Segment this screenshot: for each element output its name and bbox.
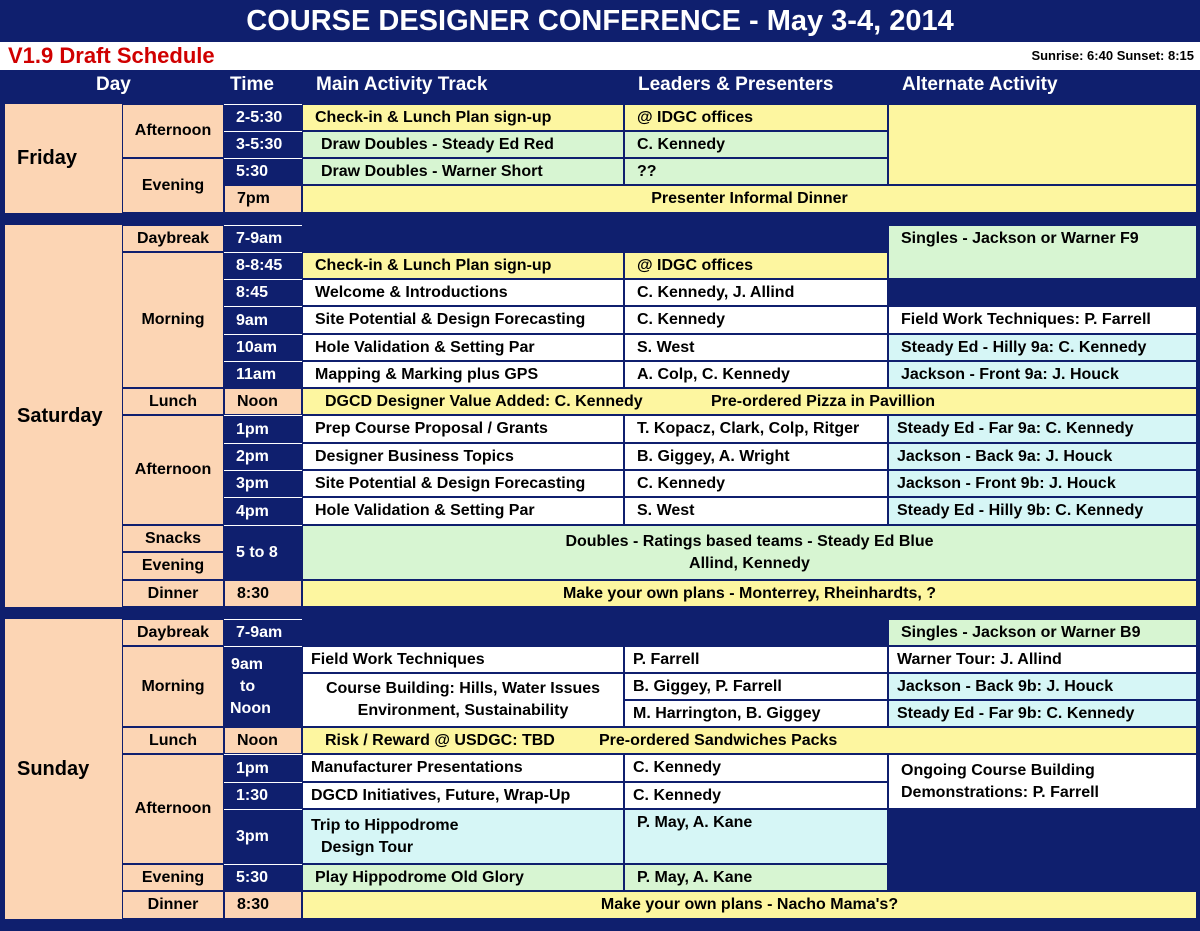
header-alternate: Alternate Activity bbox=[902, 74, 1058, 95]
alternate-cell: Jackson - Back 9a: J. Houck bbox=[888, 443, 1197, 470]
period-lunch: Lunch bbox=[122, 388, 224, 415]
draft-version-label: V1.9 Draft Schedule bbox=[8, 43, 215, 68]
activity-cell: Site Potential & Design Forecasting bbox=[302, 470, 624, 497]
time-cell: 7-9am bbox=[224, 225, 302, 252]
time-line: Noon bbox=[230, 700, 271, 717]
doubles-cell bbox=[302, 525, 1197, 580]
lunch-activity: Risk / Reward @ USDGC: TBD bbox=[325, 731, 555, 749]
activity-cell: DGCD Initiatives, Future, Wrap-Up bbox=[302, 782, 624, 809]
period-snacks: Snacks bbox=[122, 525, 224, 552]
alternate-cell: Singles - Jackson or Warner F9 bbox=[888, 225, 1197, 279]
activity-cell bbox=[302, 673, 624, 727]
header-day: Day bbox=[96, 74, 131, 95]
alternate-cell: Steady Ed - Far 9b: C. Kennedy bbox=[888, 700, 1197, 727]
leader-cell: B. Giggey, A. Wright bbox=[624, 443, 888, 470]
leader-cell: C. Kennedy bbox=[624, 306, 888, 334]
header-leaders: Leaders & Presenters bbox=[638, 74, 834, 95]
time-cell: 8-8:45 bbox=[224, 252, 302, 279]
empty-cell bbox=[624, 619, 888, 646]
activity-cell: Mapping & Marking plus GPS bbox=[302, 361, 624, 388]
day-label-sunday: Sunday bbox=[5, 619, 122, 919]
trip-line-1: Trip to Hippodrome bbox=[311, 816, 459, 834]
alternate-cell: Steady Ed - Far 9a: C. Kennedy bbox=[888, 415, 1197, 443]
alternate-cell: Steady Ed - Hilly 9a: C. Kennedy bbox=[888, 334, 1197, 361]
time-cell: 7pm bbox=[224, 185, 302, 213]
alternate-cell: Jackson - Front 9b: J. Houck bbox=[888, 470, 1197, 497]
period-lunch: Lunch bbox=[122, 727, 224, 754]
alternate-cell: Field Work Techniques: P. Farrell bbox=[888, 306, 1197, 334]
time-cell: Noon bbox=[224, 727, 302, 754]
period-evening: Evening bbox=[122, 158, 224, 213]
time-cell: 1pm bbox=[224, 415, 302, 443]
time-cell: 7-9am bbox=[224, 619, 302, 646]
activity-cell: Designer Business Topics bbox=[302, 443, 624, 470]
time-cell: 1pm bbox=[224, 754, 302, 782]
time-cell: 5 to 8 bbox=[224, 525, 302, 580]
lunch-food: Pre-ordered Pizza in Pavillion bbox=[711, 392, 936, 410]
trip-line-2: Design Tour bbox=[321, 838, 414, 856]
dinner-cell: Make your own plans - Nacho Mama's? bbox=[302, 891, 1197, 919]
period-afternoon: Afternoon bbox=[122, 415, 224, 525]
activity-cell: Draw Doubles - Steady Ed Red bbox=[302, 131, 624, 158]
time-cell: 2-5:30 bbox=[224, 104, 302, 131]
time-line: 9am bbox=[231, 656, 264, 673]
period-afternoon: Afternoon bbox=[122, 104, 224, 158]
day-separator bbox=[0, 607, 1200, 619]
leader-cell: S. West bbox=[624, 497, 888, 525]
leader-cell: A. Colp, C. Kennedy bbox=[624, 361, 888, 388]
time-cell: 11am bbox=[224, 361, 302, 388]
leader-cell: B. Giggey, P. Farrell bbox=[624, 673, 888, 700]
time-cell: 9am bbox=[224, 306, 302, 334]
leader-cell: C. Kennedy bbox=[624, 754, 888, 782]
ongoing-line-1: Ongoing Course Building bbox=[901, 761, 1095, 779]
activity-cell: Welcome & Introductions bbox=[302, 279, 624, 306]
header-main-activity: Main Activity Track bbox=[316, 74, 488, 95]
time-cell: 2pm bbox=[224, 443, 302, 470]
day-label-saturday: Saturday bbox=[5, 225, 122, 607]
period-dinner: Dinner bbox=[122, 891, 224, 919]
empty-cell bbox=[302, 619, 624, 646]
lunch-food: Pre-ordered Sandwiches Packs bbox=[599, 731, 838, 749]
time-cell: 8:45 bbox=[224, 279, 302, 306]
leader-cell: P. May, A. Kane bbox=[624, 864, 888, 891]
empty-cell bbox=[302, 225, 624, 252]
period-morning: Morning bbox=[122, 252, 224, 388]
lunch-cell bbox=[302, 727, 1197, 754]
leader-cell: @ IDGC offices bbox=[624, 252, 888, 279]
day-label-friday: Friday bbox=[5, 104, 122, 213]
empty-cell bbox=[888, 809, 1197, 891]
leader-cell: M. Harrington, B. Giggey bbox=[624, 700, 888, 727]
activity-cell: Hole Validation & Setting Par bbox=[302, 497, 624, 525]
leader-cell: C. Kennedy bbox=[624, 470, 888, 497]
doubles-line-2: Allind, Kennedy bbox=[689, 554, 810, 572]
activity-cell: Site Potential & Design Forecasting bbox=[302, 306, 624, 334]
leader-cell: S. West bbox=[624, 334, 888, 361]
empty-cell bbox=[888, 279, 1197, 306]
activity-cell bbox=[302, 809, 624, 864]
activity-cell: Hole Validation & Setting Par bbox=[302, 334, 624, 361]
course-building-line-1: Course Building: Hills, Water Issues bbox=[325, 680, 601, 697]
time-cell: 4pm bbox=[224, 497, 302, 525]
lunch-activity: DGCD Designer Value Added: C. Kennedy bbox=[325, 392, 643, 410]
leader-cell: P. Farrell bbox=[624, 646, 888, 673]
leader-cell: C. Kennedy bbox=[624, 131, 888, 158]
time-cell: Noon bbox=[224, 388, 302, 415]
period-afternoon: Afternoon bbox=[122, 754, 224, 864]
leader-cell: C. Kennedy bbox=[624, 782, 888, 809]
time-cell: 8:30 bbox=[224, 891, 302, 919]
time-cell: 5:30 bbox=[224, 864, 302, 891]
time-line: to bbox=[240, 678, 256, 695]
period-evening: Evening bbox=[122, 864, 224, 891]
period-dinner: Dinner bbox=[122, 580, 224, 607]
alternate-empty-cell bbox=[888, 104, 1197, 185]
period-daybreak: Daybreak bbox=[122, 619, 224, 646]
activity-cell: Check-in & Lunch Plan sign-up bbox=[302, 252, 624, 279]
time-cell: 3pm bbox=[224, 470, 302, 497]
period-morning: Morning bbox=[122, 646, 224, 727]
alternate-cell: Singles - Jackson or Warner B9 bbox=[888, 619, 1197, 646]
time-cell bbox=[224, 646, 302, 727]
period-evening: Evening bbox=[122, 552, 224, 580]
empty-cell bbox=[624, 225, 888, 252]
leader-cell: ?? bbox=[624, 158, 888, 185]
header-time: Time bbox=[230, 74, 275, 95]
ongoing-line-2: Demonstrations: P. Farrell bbox=[901, 783, 1099, 801]
activity-cell: Play Hippodrome Old Glory bbox=[302, 864, 624, 891]
alternate-cell: Jackson - Front 9a: J. Houck bbox=[888, 361, 1197, 388]
sunrise-sunset-label: Sunrise: 6:40 Sunset: 8:15 bbox=[1031, 48, 1194, 63]
lunch-cell bbox=[302, 388, 1197, 415]
activity-cell: Draw Doubles - Warner Short bbox=[302, 158, 624, 185]
doubles-line-1: Doubles - Ratings based teams - Steady Ed Blue bbox=[565, 532, 934, 550]
time-cell: 8:30 bbox=[224, 580, 302, 607]
alternate-cell: Steady Ed - Hilly 9b: C. Kennedy bbox=[888, 497, 1197, 525]
activity-cell: Check-in & Lunch Plan sign-up bbox=[302, 104, 624, 131]
period-daybreak: Daybreak bbox=[122, 225, 224, 252]
alternate-cell: Jackson - Back 9b: J. Houck bbox=[888, 673, 1197, 700]
time-cell: 10am bbox=[224, 334, 302, 361]
leader-cell: T. Kopacz, Clark, Colp, Ritger bbox=[624, 415, 888, 443]
activity-cell: Manufacturer Presentations bbox=[302, 754, 624, 782]
page-title: COURSE DESIGNER CONFERENCE - May 3-4, 2014 bbox=[0, 0, 1200, 42]
time-cell: 3pm bbox=[224, 809, 302, 864]
leader-cell: C. Kennedy, J. Allind bbox=[624, 279, 888, 306]
activity-cell: Prep Course Proposal / Grants bbox=[302, 415, 624, 443]
dinner-cell: Make your own plans - Monterrey, Rheinhardts, ? bbox=[302, 580, 1197, 607]
day-separator bbox=[0, 213, 1200, 225]
leader-cell: P. May, A. Kane bbox=[624, 809, 888, 864]
alternate-cell: Warner Tour: J. Allind bbox=[888, 646, 1197, 673]
alternate-cell bbox=[888, 754, 1197, 809]
dinner-cell: Presenter Informal Dinner bbox=[302, 185, 1197, 213]
time-cell: 1:30 bbox=[224, 782, 302, 809]
course-building-line-2: Environment, Sustainability bbox=[357, 702, 569, 719]
leader-cell: @ IDGC offices bbox=[624, 104, 888, 131]
time-cell: 5:30 bbox=[224, 158, 302, 185]
time-cell: 3-5:30 bbox=[224, 131, 302, 158]
activity-cell: Field Work Techniques bbox=[302, 646, 624, 673]
